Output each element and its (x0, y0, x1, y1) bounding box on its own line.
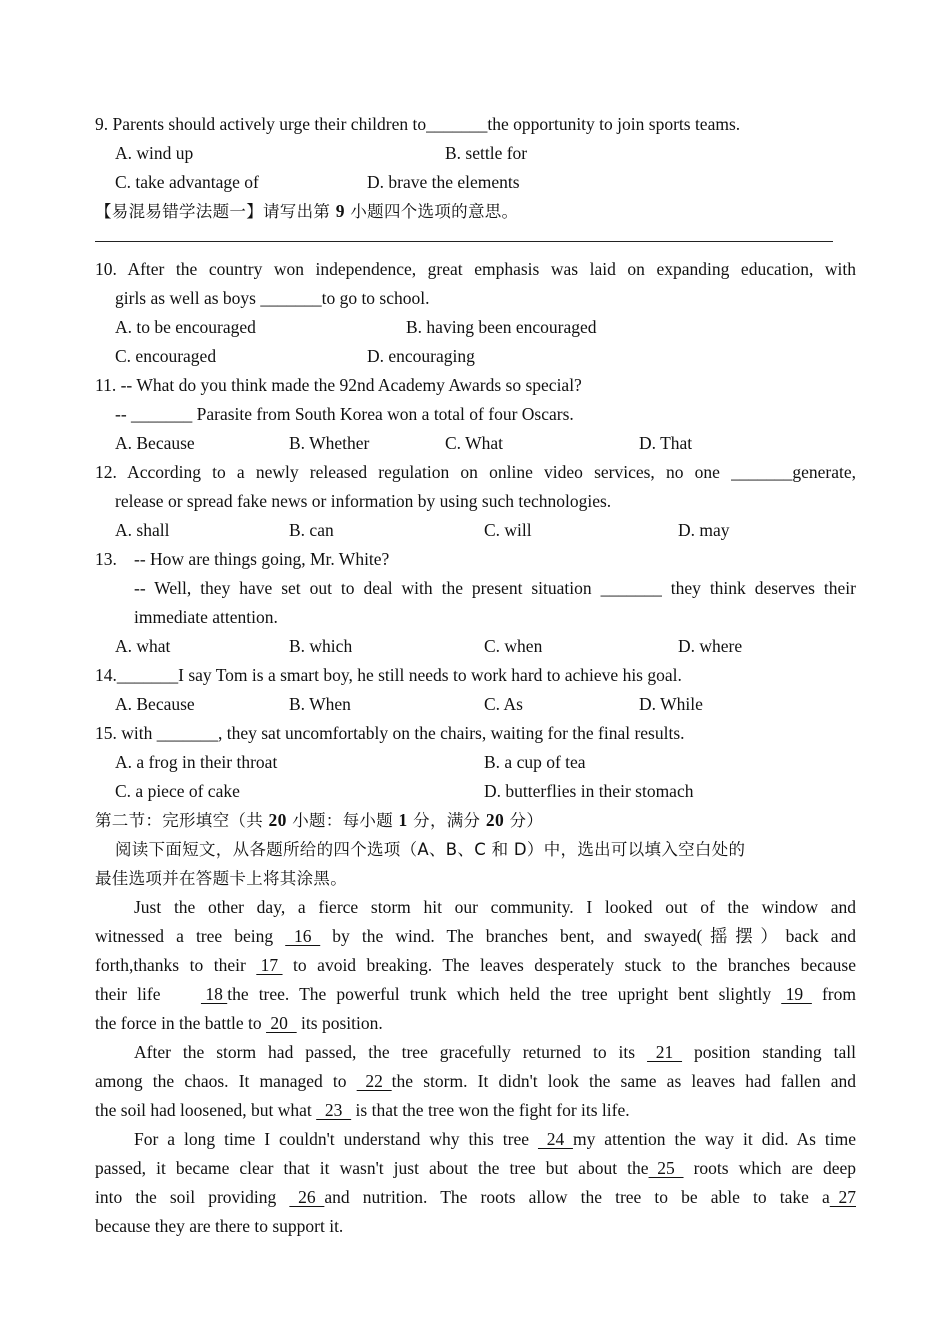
question-13-stem-line1: 13. -- How are things going, Mr. White? (95, 545, 856, 574)
option-b: B. having been encouraged (406, 317, 597, 337)
question-12-stem-line1: 12. According to a newly released regulation on online video services, no one _______generate, (95, 462, 856, 482)
passage-p1-line4: their life 18 the tree. The powerful trunk which held the tree upright bent slightly 19 from (95, 980, 856, 1009)
question-10-stem-line1: 10. After the country won independence, great emphasis was laid on expanding education, with (95, 259, 856, 279)
question-11-stem-line2: -- _______ Parasite from South Korea won a total of four Oscars. (115, 404, 574, 424)
option-a: A. wind up (115, 143, 194, 163)
blank-16: 16 (285, 926, 321, 946)
option-d: D. where (678, 636, 743, 656)
blank-26: 26 (289, 1187, 325, 1207)
option-a: A. shall (115, 520, 170, 540)
section-2-title: 第二节：完形填空（共 20 小题：每小题 1 分，满分 20 分） (95, 810, 544, 830)
question-14-stem: 14._______I say Tom is a smart boy, he still needs to work hard to achieve his goal. (95, 665, 682, 685)
option-c: C. when (484, 636, 543, 656)
blank-24: 24 (537, 1129, 573, 1149)
blank-19: 19 (781, 984, 812, 1004)
question-15-options-row1 (95, 748, 856, 777)
option-d: D. butterflies in their stomach (484, 781, 694, 801)
question-10-stem-line2: girls as well as boys _______to go to school. (115, 288, 430, 308)
option-b: B. Whether (289, 433, 370, 453)
option-a: A. what (115, 636, 171, 656)
option-b: B. can (289, 520, 334, 540)
question-12-options (95, 516, 856, 545)
option-d: D. encouraging (367, 346, 475, 366)
blank-20: 20 (266, 1013, 297, 1033)
question-10-options-row1 (95, 313, 856, 342)
blank-18: 18 (200, 984, 228, 1004)
passage-p2-line1: After the storm had passed, the tree gracefully returned to its 21 position standing tall (95, 1038, 856, 1067)
question-15-stem: 15. with _______, they sat uncomfortably on the chairs, waiting for the final results. (95, 723, 685, 743)
passage-p1-line1: Just the other day, a fierce storm hit our community. I looked out of the window and (134, 897, 856, 917)
question-13-stem-line3: immediate attention. (134, 607, 278, 627)
blank-22: 22 (356, 1071, 392, 1091)
option-b: B. which (289, 636, 353, 656)
option-d: D. brave the elements (367, 172, 520, 192)
option-d: D. That (639, 433, 693, 453)
blank-17: 17 (256, 955, 283, 975)
question-15-options-row2 (95, 777, 856, 806)
passage-p3-line1: For a long time I couldn't understand why this tree 24 my attention the way it did. As time (95, 1125, 856, 1154)
option-c: C. As (484, 694, 523, 714)
option-b: B. a cup of tea (484, 752, 586, 772)
option-a: A. Because (115, 694, 195, 714)
option-c: C. a piece of cake (115, 781, 240, 801)
blank-27: 27 (829, 1187, 856, 1207)
blank-23: 23 (316, 1100, 352, 1120)
option-c: C. will (484, 520, 532, 540)
question-11-stem-line1: 11. -- What do you think made the 92nd Academy Awards so special? (95, 375, 582, 395)
question-11-options (95, 429, 856, 458)
option-a: A. a frog in their throat (115, 752, 278, 772)
option-d: D. While (639, 694, 703, 714)
question-13-stem-line2: -- Well, they have set out to deal with the present situation _______ they think deserves their (134, 578, 856, 598)
passage-p3-line2: passed, it became clear that it wasn't just about the tree but about the 25 roots which are deep (95, 1154, 856, 1183)
question-12-stem-line2: release or spread fake news or information by using such technologies. (115, 491, 612, 511)
passage-p1-line2: witnessed a tree being 16 by the wind. The branches bent, and swayed(摇摆）back and (95, 922, 856, 951)
question-9-note: 【易混易错学法题一】请写出第 9 小题四个选项的意思。 (95, 201, 519, 221)
exam-page (95, 110, 856, 1241)
option-a: A. to be encouraged (115, 317, 256, 337)
passage-p2-line3: the soil had loosened, but what 23 is that the tree won the fight for its life. (95, 1096, 856, 1125)
section-2-instruction-line2: 最佳选项并在答题卡上将其涂黑。 (95, 869, 347, 888)
question-13-options (95, 632, 856, 661)
question-9-stem: 9. Parents should actively urge their children to_______the opportunity to join sports teams. (95, 114, 741, 134)
passage-p1-line3: forth,thanks to their 17 to avoid breaking. The leaves desperately stuck to the branches because (95, 951, 856, 980)
option-c: C. encouraged (115, 346, 217, 366)
question-13-number: 13. (95, 549, 117, 569)
option-d: D. may (678, 520, 730, 540)
option-b: B. settle for (445, 143, 528, 163)
option-c: C. What (445, 433, 504, 453)
passage-p3-line4: because they are there to support it. (95, 1216, 344, 1236)
question-9-options-row1 (95, 139, 856, 168)
option-b: B. When (289, 694, 351, 714)
option-a: A. Because (115, 433, 195, 453)
answer-line (95, 241, 833, 242)
passage-p1-line5: the force in the battle to 20 its position. (95, 1009, 856, 1038)
passage-p2-line2: among the chaos. It managed to 22 the storm. It didn't look the same as leaves had fallen and (95, 1067, 856, 1096)
blank-25: 25 (648, 1158, 684, 1178)
question-14-options (95, 690, 856, 719)
passage-p3-line3: into the soil providing 26 and nutrition. The roots allow the tree to be able to take a 27 (95, 1183, 856, 1212)
question-10-options-row2 (95, 342, 856, 371)
question-9-options-row2 (95, 168, 856, 197)
option-c: C. take advantage of (115, 172, 259, 192)
blank-21: 21 (647, 1042, 683, 1062)
section-2-instruction-line1: 阅读下面短文，从各题所给的四个选项（A、B、C 和 D）中，选出可以填入空白处的 (115, 840, 746, 859)
